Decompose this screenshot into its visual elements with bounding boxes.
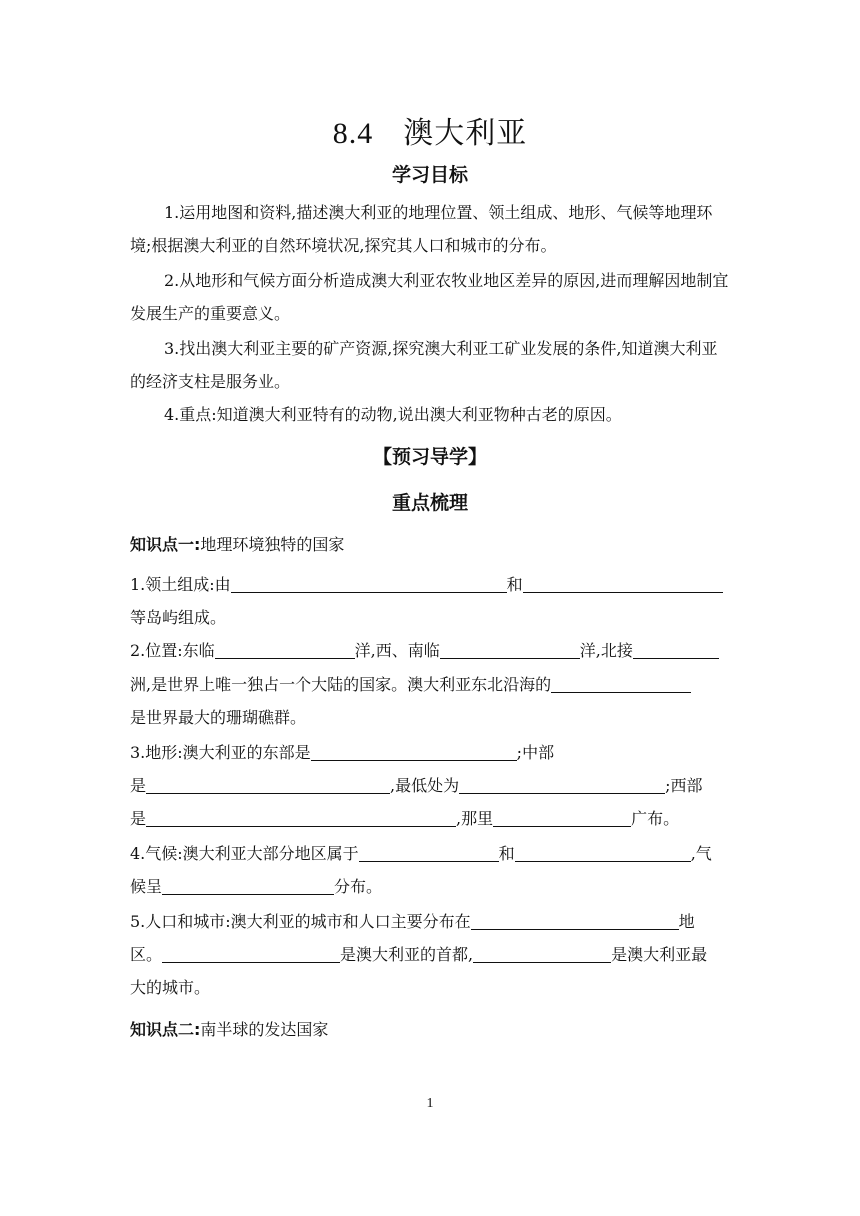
answer-blank[interactable] [473, 944, 611, 963]
knowledge-point-2 [130, 1013, 730, 1046]
q2-line-1 [130, 634, 730, 667]
q4-line-2 [130, 870, 730, 903]
page-title [0, 108, 860, 152]
answer-blank[interactable] [215, 640, 355, 659]
q3-line-1 [130, 736, 730, 769]
objective-1: 1.运用地图和资料,描述澳大利亚的地理位置、领土组成、地形、气候等地理环境;根据澳大利亚的自然环境状况,探究其人口和城市的分布。 [130, 203, 713, 255]
answer-blank[interactable] [146, 808, 456, 827]
answer-blank[interactable] [311, 742, 517, 761]
answer-blank[interactable] [523, 574, 723, 593]
kp1-text: 地理环境独特的国家 [200, 535, 345, 554]
q5-line-1 [130, 905, 730, 938]
q1-text: 等岛屿组成。 [130, 608, 227, 627]
q5-line-3 [130, 971, 730, 1004]
answer-blank[interactable] [231, 574, 507, 593]
answer-blank[interactable] [359, 843, 499, 862]
section-title: 澳大利亚 [403, 116, 528, 151]
q3-line-3 [130, 802, 730, 835]
q3-text: ,最低处为 [390, 776, 460, 795]
q1-line-2 [130, 601, 730, 634]
answer-blank[interactable] [471, 911, 679, 930]
q3-line-2 [130, 769, 730, 802]
q3-text: 是 [130, 776, 147, 795]
q2-text: 2.位置:东临 [130, 641, 215, 660]
answer-blank[interactable] [493, 808, 631, 827]
answer-blank[interactable] [459, 775, 665, 794]
q5-text: 5.人口和城市:澳大利亚的城市和人口主要分布在 [130, 912, 471, 931]
q5-text: 区。 [130, 945, 163, 964]
answer-blank[interactable] [162, 944, 340, 963]
q5-text: 大的城市。 [130, 978, 211, 997]
page-number: 1 [426, 1096, 434, 1111]
q3-text: 是 [130, 809, 147, 828]
q1-text: 和 [506, 575, 523, 594]
q3-text: ;西部 [665, 776, 703, 795]
key-points-heading: 重点梳理 [391, 492, 468, 514]
q1-line-1 [130, 568, 730, 601]
q2-text: 洋,西、南临 [354, 641, 440, 660]
kp2-text: 南半球的发达国家 [200, 1020, 329, 1039]
answer-blank[interactable] [440, 640, 580, 659]
q5-text: 是澳大利亚的首都, [340, 945, 474, 964]
q3-text: 3.地形:澳大利亚的东部是 [130, 743, 311, 762]
q3-text: ;中部 [516, 743, 555, 762]
q3-text: ,那里 [456, 809, 494, 828]
q2-text: 洋,北接 [579, 641, 633, 660]
q4-text: 和 [498, 844, 515, 863]
answer-blank[interactable] [162, 876, 334, 895]
q4-line-1 [130, 837, 730, 870]
objective-2: 2.从地形和气候方面分析造成澳大利亚农牧业地区差异的原因,进而理解因地制宜发展生产的重要意义。 [130, 271, 729, 323]
preview-heading: 【预习导学】 [372, 446, 487, 468]
objective-3: 3.找出澳大利亚主要的矿产资源,探究澳大利亚工矿业发展的条件,知道澳大利亚的经济支柱是服务业。 [130, 339, 718, 391]
answer-blank[interactable] [146, 775, 390, 794]
objectives-heading: 学习目标 [391, 164, 468, 186]
knowledge-point-1 [130, 528, 730, 561]
kp2-label: 知识点二: [130, 1020, 201, 1039]
q5-text: 地 [678, 912, 695, 931]
q4-text: 候呈 [130, 877, 163, 896]
q5-text: 是澳大利亚最 [611, 945, 708, 964]
answer-blank[interactable] [633, 640, 719, 659]
objective-4: 4.重点:知道澳大利亚特有的动物,说出澳大利亚物种古老的原因。 [164, 405, 622, 424]
q4-text: 分布。 [334, 877, 383, 896]
q2-text: 洲,是世界上唯一独占一个大陆的国家。澳大利亚东北沿海的 [130, 675, 552, 694]
q1-text: 1.领土组成:由 [130, 575, 231, 594]
answer-blank[interactable] [515, 843, 691, 862]
q5-line-2 [130, 938, 730, 971]
q2-line-3 [130, 701, 730, 734]
q3-text: 广布。 [631, 809, 680, 828]
q4-text: ,气 [690, 844, 712, 863]
section-number: 8.4 [332, 117, 374, 150]
q2-line-2 [130, 668, 730, 701]
q4-text: 4.气候:澳大利亚大部分地区属于 [130, 844, 359, 863]
kp1-label: 知识点一: [130, 535, 201, 554]
q2-text: 是世界最大的珊瑚礁群。 [130, 708, 307, 727]
answer-blank[interactable] [551, 674, 691, 693]
